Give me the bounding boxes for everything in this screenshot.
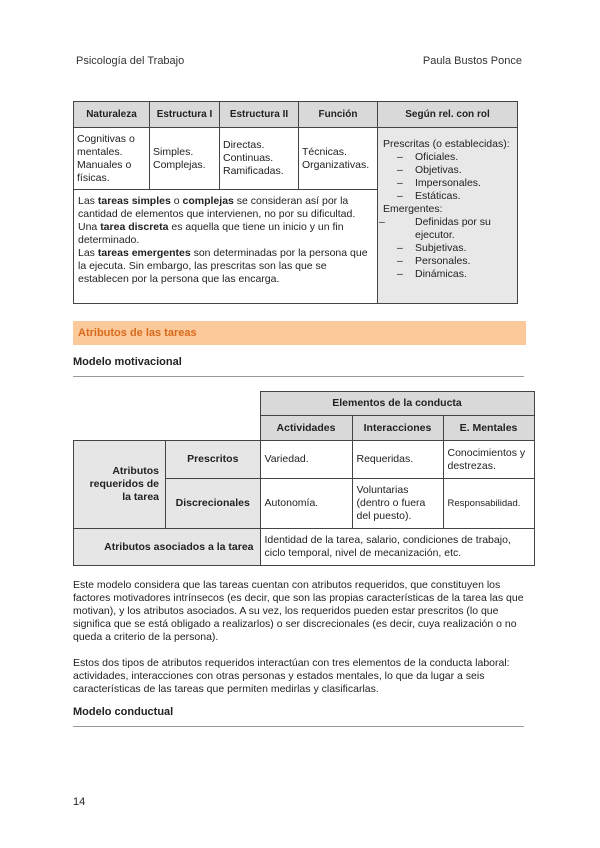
- list-item: – Personales.: [397, 255, 513, 268]
- row-group-requeridos: Atributos requeridos de la tarea: [74, 441, 166, 529]
- cell: Identidad de la tarea, salario, condiciones de trabajo, ciclo temporal, nivel de mecanización, etc.: [260, 529, 534, 566]
- row-discrecionales: Discrecionales: [166, 479, 261, 529]
- row-asociados: Atributos asociados a la tarea: [74, 529, 261, 566]
- task-notes: Las tareas simples o complejas se consideran así por la cantidad de elementos que intervienen, no por su dificultad. Una tarea discreta es aquella que tiene un inicio y un fin determinado. Las tareas emergentes son determinadas por la persona que la ejecuta. Sin embargo, las prescritas son las que se establecen por la persona que las encarga.: [74, 190, 378, 304]
- th-rol: Según rel. con rol: [378, 102, 518, 128]
- cell-estructura2: Directas. Continuas. Ramificadas.: [220, 128, 299, 190]
- cell: Autonomía.: [260, 479, 352, 529]
- row-prescritos: Prescritos: [166, 441, 261, 479]
- emergentes-title: Emergentes:: [383, 203, 443, 215]
- cell-estructura1: Simples. Complejas.: [150, 128, 220, 190]
- cell: Requeridas.: [352, 441, 443, 479]
- cell-naturaleza: Cognitivas o mentales. Manuales o físicas.: [74, 128, 150, 190]
- list-item: – Subjetivas.: [397, 242, 513, 255]
- cell-rol: [378, 128, 518, 304]
- prescritas-title: Prescritas (o establecidas):: [383, 138, 510, 150]
- emergentes-list: [383, 216, 513, 281]
- task-classification-table: [73, 101, 518, 304]
- cell-funcion: Técnicas. Organizativas.: [299, 128, 378, 190]
- th-naturaleza: Naturaleza: [74, 102, 150, 128]
- prescritas-list: [383, 151, 513, 203]
- list-item: – Definidas por su ejecutor.: [397, 216, 513, 242]
- subheading-conductual: Modelo conductual: [73, 706, 174, 718]
- col-mentales: E. Mentales: [443, 416, 534, 441]
- group-header: Elementos de la conducta: [260, 392, 534, 416]
- col-interacciones: Interacciones: [352, 416, 443, 441]
- th-estructura2: Estructura II: [220, 102, 299, 128]
- subheading-motivacional: Modelo motivacional: [73, 356, 182, 368]
- th-funcion: Función: [299, 102, 378, 128]
- cell: Conocimientos y destrezas.: [443, 441, 534, 479]
- header-title: Psicología del Trabajo: [76, 55, 185, 67]
- motivational-model-table: [73, 391, 535, 566]
- list-item: – Objetivas.: [397, 164, 513, 177]
- list-item: – Impersonales.: [397, 177, 513, 190]
- paragraph-1: Este modelo considera que las tareas cuentan con atributos requeridos, que constituyen los factores motivadores intrínsecos (es decir, que son las propias características de la tarea las que motivan), y los atributos asociados. A su vez, los requeridos pueden estar prescritos (lo que significa que se está obligado a realizarlos) o ser discrecionales (es decir, cuya realización o no queda a criterio de la persona).: [73, 579, 524, 643]
- list-item: – Dinámicas.: [397, 268, 513, 281]
- th-estructura1: Estructura I: [150, 102, 220, 128]
- cell: Variedad.: [260, 441, 352, 479]
- header-author: Paula Bustos Ponce: [422, 55, 522, 67]
- section-header: [73, 321, 526, 345]
- paragraph-2: Estos dos tipos de atributos requeridos interactúan con tres elementos de la conducta laboral: actividades, interacciones con otras personas y estados mentales, lo que da lugar a seis características de las tareas que permiten medirlas y clasificarlas.: [73, 657, 510, 695]
- list-item: – Estáticas.: [397, 190, 513, 203]
- page-number: 14: [73, 796, 86, 808]
- col-actividades: Actividades: [260, 416, 352, 441]
- divider: [73, 376, 524, 377]
- divider: [73, 726, 524, 727]
- cell: Responsabilidad.: [443, 479, 534, 529]
- list-item: – Oficiales.: [397, 151, 513, 164]
- cell: Voluntarias (dentro o fuera del puesto).: [352, 479, 443, 529]
- section-title: Atributos de las tareas: [78, 327, 197, 339]
